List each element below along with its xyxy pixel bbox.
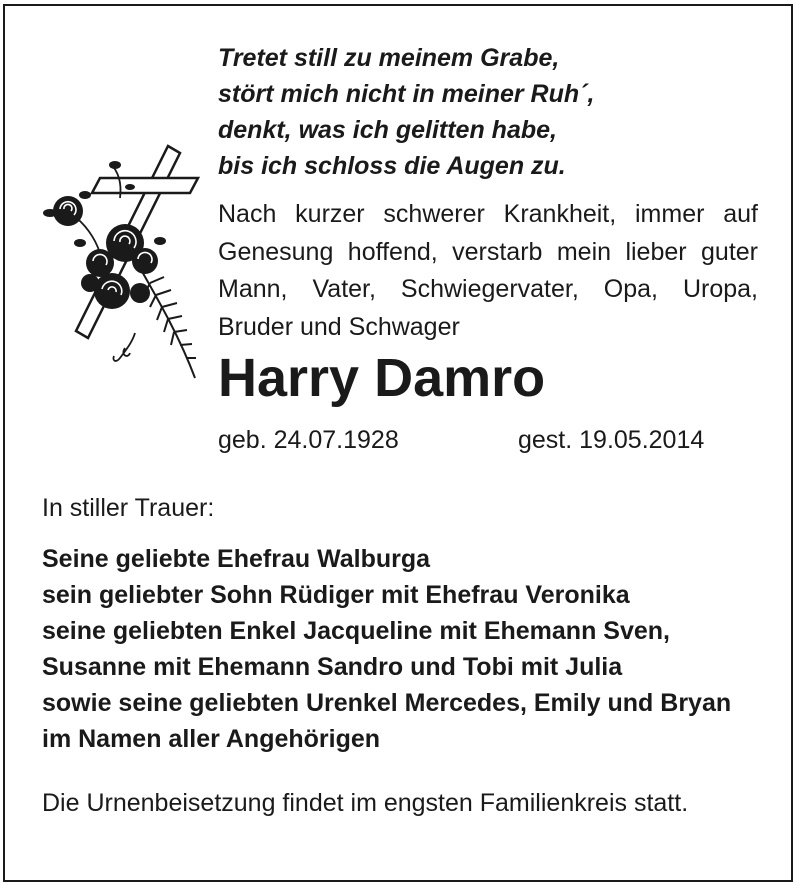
mourning-label: In stiller Trauer: [42, 494, 215, 522]
closing-text: Die Urnenbeisetzung findet im engsten Familienkreis statt. [42, 789, 689, 817]
poem-line: Tretet still zu meinem Grabe, [218, 44, 560, 72]
mourner-line: Seine geliebte Ehefrau Walburga [42, 545, 431, 573]
deceased-name: Harry Damro [218, 348, 546, 408]
mourner-line: seine geliebten Enkel Jacqueline mit Ehemann Sven, [42, 617, 670, 645]
mourner-line: sowie seine geliebten Urenkel Mercedes, Emily und Bryan [42, 689, 732, 717]
intro-text: Nach kurzer schwerer Krankheit, immer auf Genesung hoffend, verstarb mein lieber guter Mann, Vater, Schwiegervater, Opa, Uropa, Bruder und Schwager [218, 200, 758, 341]
poem-line: denkt, was ich gelitten habe, [218, 116, 557, 144]
mourner-line: Susanne mit Ehemann Sandro und Tobi mit Julia [42, 653, 623, 681]
mourners-list [42, 541, 731, 757]
poem [218, 40, 594, 184]
death-date: gest. 19.05.2014 [518, 426, 705, 454]
mourner-line: sein geliebter Sohn Rüdiger mit Ehefrau Veronika [42, 581, 630, 609]
cross-with-roses-icon [40, 143, 205, 383]
poem-line: stört mich nicht in meiner Ruh´, [218, 80, 595, 108]
mourner-line: im Namen aller Angehörigen [42, 725, 381, 753]
birth-date: geb. 24.07.1928 [218, 426, 399, 454]
poem-line: bis ich schloss die Augen zu. [218, 152, 566, 180]
